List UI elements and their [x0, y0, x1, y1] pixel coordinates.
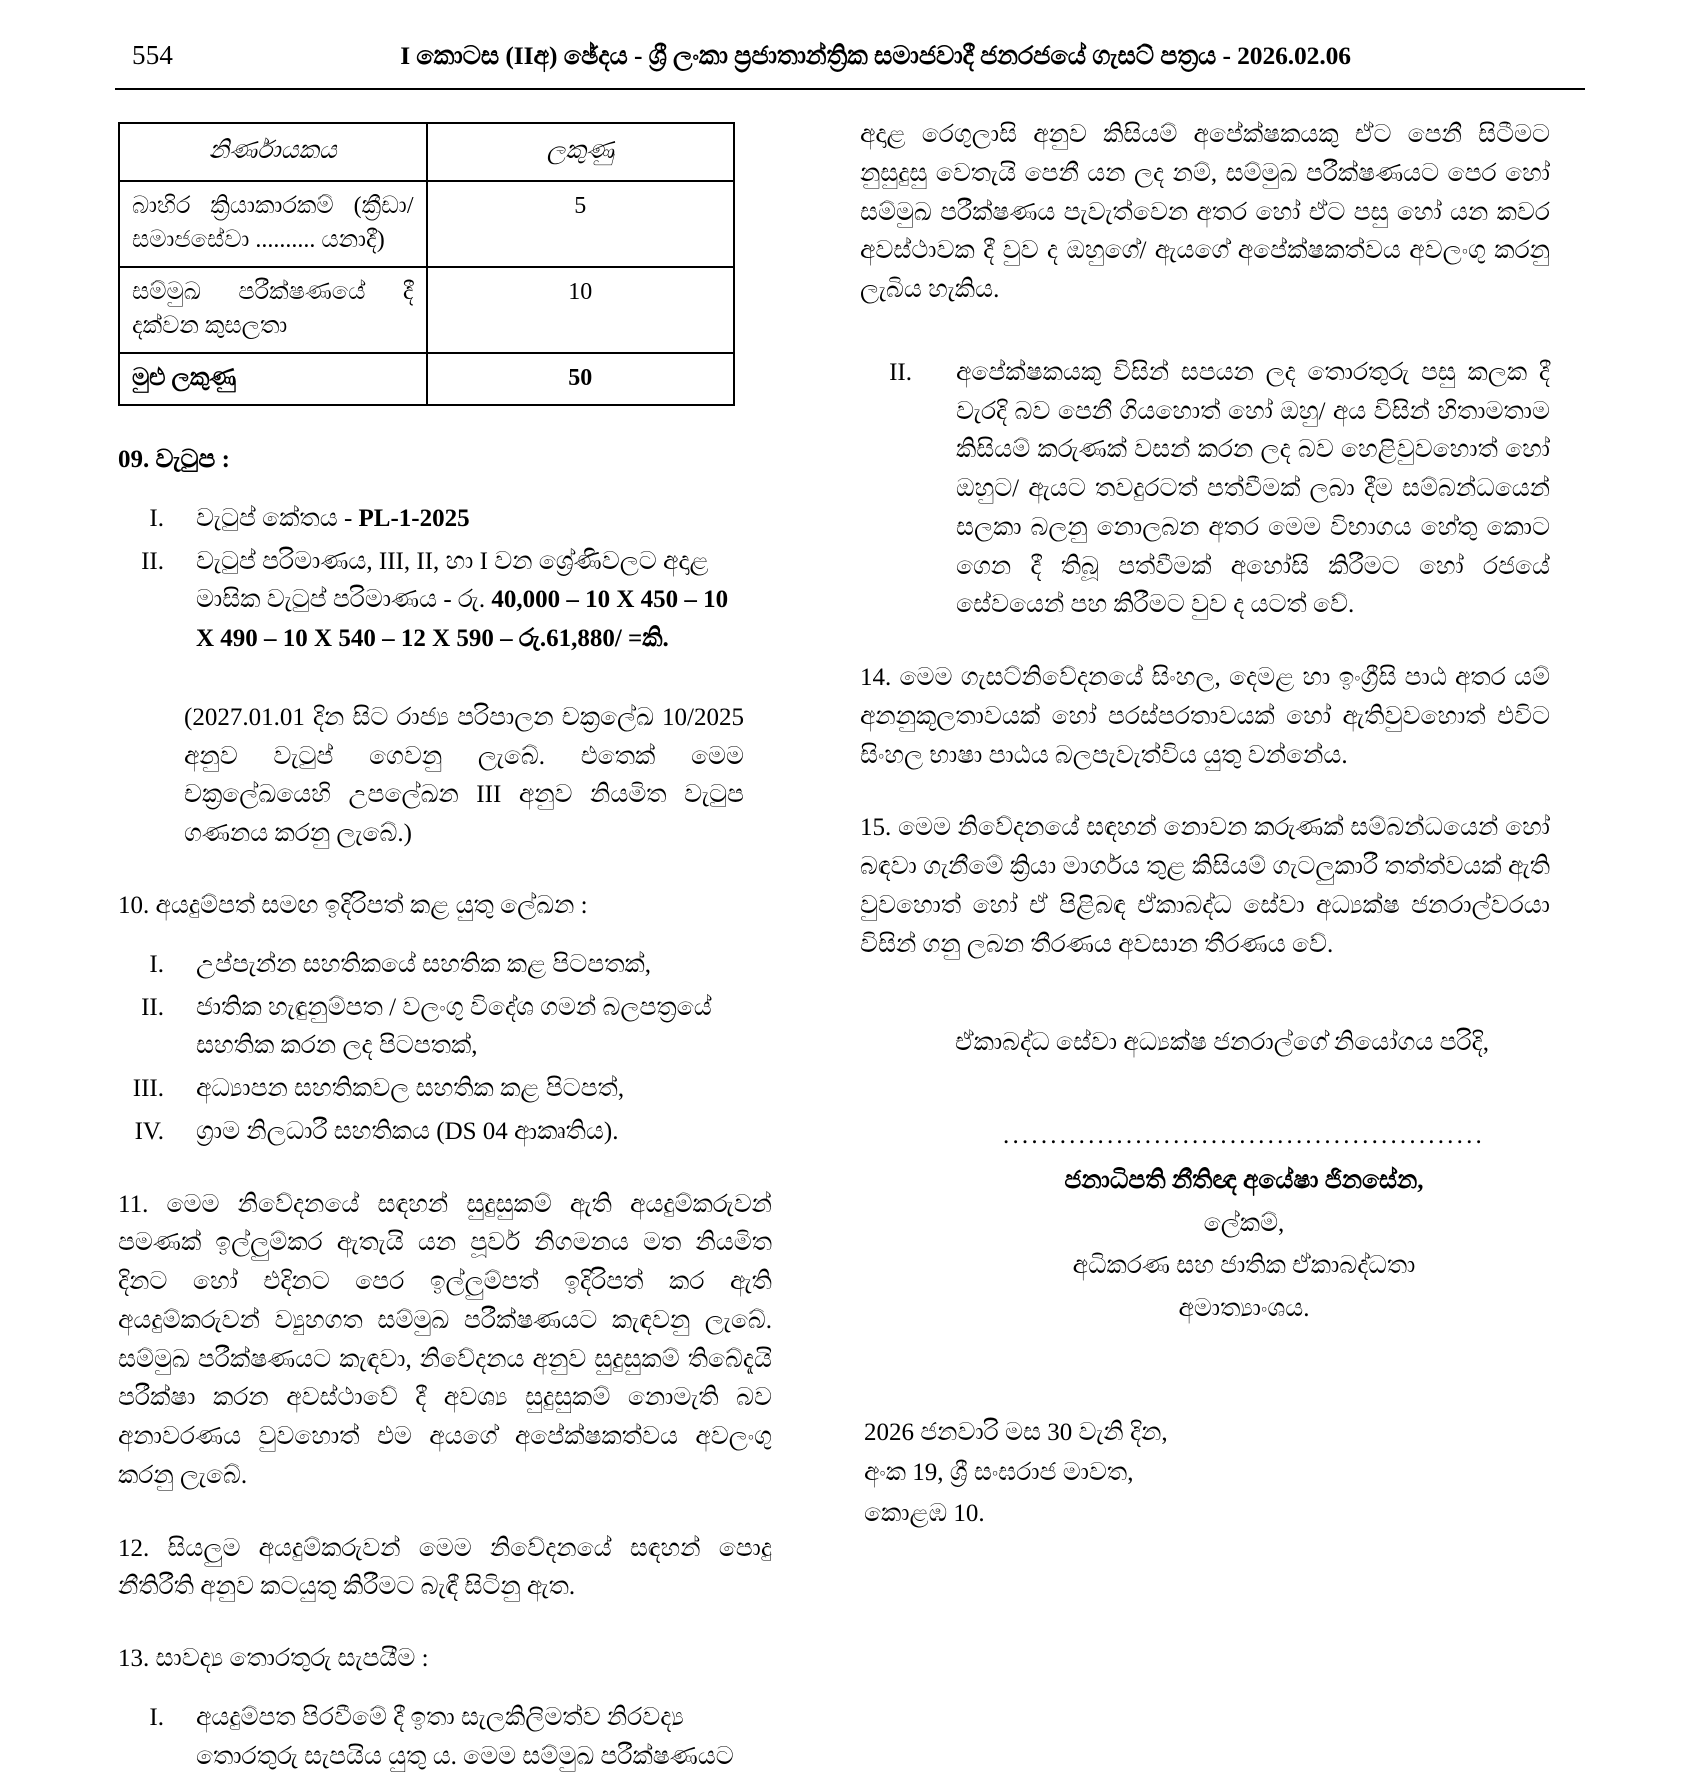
section-15-paragraph [860, 809, 1550, 964]
issuing-address-block [860, 1413, 1550, 1535]
section-14-paragraph [860, 659, 1550, 775]
list-numeral: II. [141, 547, 164, 575]
marks-criteria-table [118, 122, 735, 406]
list-item-text: අයදුම්පත පිරවීමේ දී ඉතා සැලකිලිමත්ව නිරවද්‍ය තොරතුරු සැපයිය යුතු ය. මෙම සම්මුඛ පරීක්ෂණයට [196, 1704, 734, 1770]
table-row [119, 181, 734, 267]
list-numeral: IV. [134, 1117, 164, 1145]
list-item [118, 1070, 772, 1109]
list-item [118, 543, 772, 659]
section-13-title: සාවද්‍ය තොරතුරු සැපයීම : [155, 1645, 429, 1673]
list-item-text: අපේක්ෂකයකු විසින් සපයන ලද තොරතුරු පසු කලක දී වැරදි බව පෙනී ගියහොත් හෝ ඔහු/ අය විසින් හිතාමතාම කිසියම් කරුණක් වසන් කරන ලද බව හෙළිවුවහොත් හෝ ඔහුට/ ඇයට තවදුරටත් පත්වීමක් ලබා දීම සම්බන්ධයෙන් සලකා බලනු නොලබන අතර මෙම විභාගය හේතු කොට ගෙන දී තිබූ පත්වීමක් අහෝසි කිරීමට හෝ රජයේ සේවයෙන් පහ කිරීමට වුව ද යටත් වේ. [956, 358, 1550, 619]
salary-scale-line1: වැටුප් පරිමාණය, III, II, හා I වන ශ්‍රේණිවලට අදාළ [196, 547, 709, 575]
signatory-role: ලේකම්, [1203, 1209, 1285, 1237]
salary-scale-line2-value: 40,000 – 10 X 450 – 10 [491, 586, 729, 614]
list-item [118, 500, 772, 539]
section-12-number: 12. [118, 1534, 150, 1562]
section-11-text: මෙම නිවේදනයේ සඳහන් සුදුසුකම් ඇති අයදුම්කරුවන් පමණක් ඉල්ලුම්කර ඇතැයි යන පූර්ව නිගමනය මත නියමිත දිනට හෝ එදිනට පෙර ඉල්ලුම්පත් ඉදිරිපත් කර ඇති අයදුම්කරුවන් ව්‍යුහගත සම්මුඛ පරීක්ෂණයට කැඳවනු ලැබේ. සම්මුඛ පරීක්ෂණයට කැඳවා, නිවේදනය අනුව සුදුසුකම් තිබේදැයි පරීක්ෂා කරන අවස්ථාවේ දී අවශ්‍ය සුදුසුකම් නොමැති බව අනාවරණය වුවහොත් එම අයගේ අපේක්ෂකත්වය අවලංගු කරනු ලැබේ. [118, 1190, 772, 1489]
total-label-cell: මුළු ලකුණු [119, 353, 427, 405]
address-date-line: 2026 ජනවාරි මස 30 වැනි දින, [864, 1418, 1168, 1446]
salary-scale-line2-label: මාසික වැටුප් පරිමාණය - රු. [196, 586, 492, 614]
page-number: 554 [132, 40, 174, 70]
section-15-text: මෙම නිවේදනයේ සඳහන් නොවන කරුණක් සම්බන්ධයෙන් හෝ බඳවා ගැනීමේ ක්‍රියා මාර්ගය තුළ කිසියම් ගැටලුකාරී තත්ත්වයක් ඇති වුවහොත් හෝ ඒ පිළිබඳ ඒකාබද්ධ සේවා අධ්‍යක්ෂ ජනරාල්වරයා විසින් ගනු ලබන තීරණය අවසාන තීරණය වේ. [860, 814, 1551, 958]
list-item-text: ග්‍රාම නිලධාරී සහතිකය (DS 04 ආකෘතිය). [196, 1117, 619, 1145]
page-header [0, 40, 1700, 86]
list-numeral: I. [149, 504, 164, 532]
section-12-text: සියලුම අයදුම්කරුවන් මෙම නිවේදනයේ සඳහන් පොදු නීතිරීති අනුව කටයුතු කිරීමට බැඳී සිටිනු ඇත. [118, 1534, 773, 1601]
signature-block [860, 1024, 1550, 1329]
list-item [118, 1113, 772, 1152]
salary-code-label: වැටුප් කේතය - [196, 504, 359, 532]
salary-code-value: PL-1-2025 [358, 504, 470, 532]
section-14-number: 14. [860, 664, 892, 691]
signatory-department: අධිකරණ සහ ජාතික ඒකාබද්ධතා [1072, 1252, 1416, 1280]
table-total-row [119, 353, 734, 405]
total-marks-cell: 50 [427, 353, 735, 405]
table-header-row [119, 123, 734, 181]
marks-cell: 5 [427, 181, 735, 267]
list-item [118, 946, 772, 985]
continuation-paragraph: අදාළ රෙගුලාසි අනුව කිසියම් අපේක්ෂකයකු ඒට පෙනී සිටීමට නුසුදුසු වෙතැයි පෙනී යන ලද නම්, සම්මුඛ පරීක්ෂණයට පෙර හෝ සම්මුඛ පරීක්ෂණය පැවැත්වෙන අතර හෝ ඒට පසු හෝ යන කවර අවස්ථාවක දී වුව ද ඔහුගේ/ ඇයගේ අපේක්ෂකත්වය අවලංගු කරනු ලැබිය හැකිය. [860, 121, 1550, 303]
list-item-text: අධ්‍යාපන සහතිකවල සහතික කළ පිටපත්, [196, 1075, 625, 1103]
section-11-number: 11. [118, 1190, 149, 1218]
list-item-text [196, 500, 772, 539]
header-divider [115, 88, 1585, 90]
signatory-ministry: අමාත්‍යාංශය. [1178, 1295, 1310, 1322]
section-13-number: 13. [118, 1645, 150, 1673]
salary-circular-note: (2027.01.01 දින සිට රාජ්‍ය පරිපාලන චක්‍රලේඛ 10/2025 අනුව වැටුප් ගෙවනු ලැබේ. එතෙක් මෙම චක්‍රලේඛයෙහි උපලේඛන III අනුව නියමිත වැටුප ගණනය කරනු ලැබේ.) [184, 703, 744, 848]
salary-scale-line3-value: X 490 – 10 X 540 – 12 X 590 – රු.61,880/ =කි. [196, 625, 669, 653]
column-header-criterion: නිර්ණායකය [119, 123, 427, 181]
list-item [860, 354, 1550, 625]
list-item [118, 989, 772, 1067]
signatory-name: ජනාධිපති නීතිඥ අයේෂා ජිනසේන, [1064, 1166, 1424, 1194]
section-13-heading [118, 1645, 772, 1673]
section-10-list [118, 946, 772, 1152]
criterion-cell: බාහිර ක්‍රියාකාරකම් (ක්‍රීඩා/ සමාජසේවා .......... යනාදී) [119, 181, 427, 267]
signature-dotted-line: ................................................... [1003, 1122, 1485, 1149]
address-city-line: කොළඹ 10. [864, 1499, 985, 1527]
section-15-number: 15. [860, 814, 892, 842]
section-13-list [118, 1699, 772, 1777]
section-09-list [118, 500, 772, 659]
criterion-cell: සම්මුඛ පරීක්ෂණයේ දී දක්වන කුසලතා [119, 267, 427, 353]
gazette-header-title: I කොටස (IIඅ) ඡේදය - ශ්‍රී ලංකා ප්‍රජාතාන්ත්‍රික සමාජවාදී ජනරජයේ ගැසට් පත්‍රය - 2026.02.06 [400, 41, 1351, 70]
section-11-paragraph [118, 1186, 772, 1496]
section-09-title: වැටුප : [155, 445, 230, 473]
address-street-line: අංක 19, ශ්‍රී සංඝරාජ මාවත, [864, 1459, 1134, 1487]
left-column [0, 112, 790, 1781]
section-10-number: 10. [118, 891, 150, 919]
section-10-heading [118, 892, 772, 920]
section-10-title: අයදුම්පත් සමඟ ඉදිරිපත් කළ යුතු ලේඛන : [155, 891, 588, 919]
column-header-marks: ලකුණු [427, 123, 735, 181]
table-row [119, 267, 734, 353]
section-12-paragraph [118, 1530, 772, 1608]
section-09-number: 09. [118, 445, 150, 473]
right-roman-list [860, 354, 1550, 625]
list-item [118, 1699, 772, 1777]
by-order-line: ඒකාබද්ධ සේවා අධ්‍යක්ෂ ජනරාල්ගේ නියෝගය පරිදි, [955, 1029, 1489, 1057]
list-numeral: III. [132, 1075, 164, 1103]
list-item-text: ජාතික හැඳුනුම්පත / වලංගු විදේශ ගමන් බලපත්‍රයේ සහතික කරන ලද පිටපතක්, [196, 993, 712, 1060]
list-item-text [196, 543, 772, 659]
list-item-text: උප්පැන්න සහතිකයේ සහතික කළ පිටපතක්, [196, 950, 652, 978]
list-numeral: I. [149, 950, 164, 978]
list-numeral: I. [149, 1704, 164, 1732]
list-numeral: II. [889, 358, 912, 386]
right-column [790, 112, 1700, 1781]
section-14-text: මෙම ගැසට්නිවේදනයේ සිංහල, දෙමළ හා ඉංග්‍රීසි පාඨ අතර යම් අනනුකූලතාවයක් හෝ පරස්පරතාවයක් හෝ ඇතිවුවහොත් එවිට සිංහල භාෂා පාඨය බලපැවැත්විය යුතු වන්නේය. [860, 664, 1550, 769]
body-columns [0, 112, 1700, 1781]
section-09-heading [118, 446, 772, 474]
list-numeral: II. [141, 993, 164, 1021]
marks-cell: 10 [427, 267, 735, 353]
